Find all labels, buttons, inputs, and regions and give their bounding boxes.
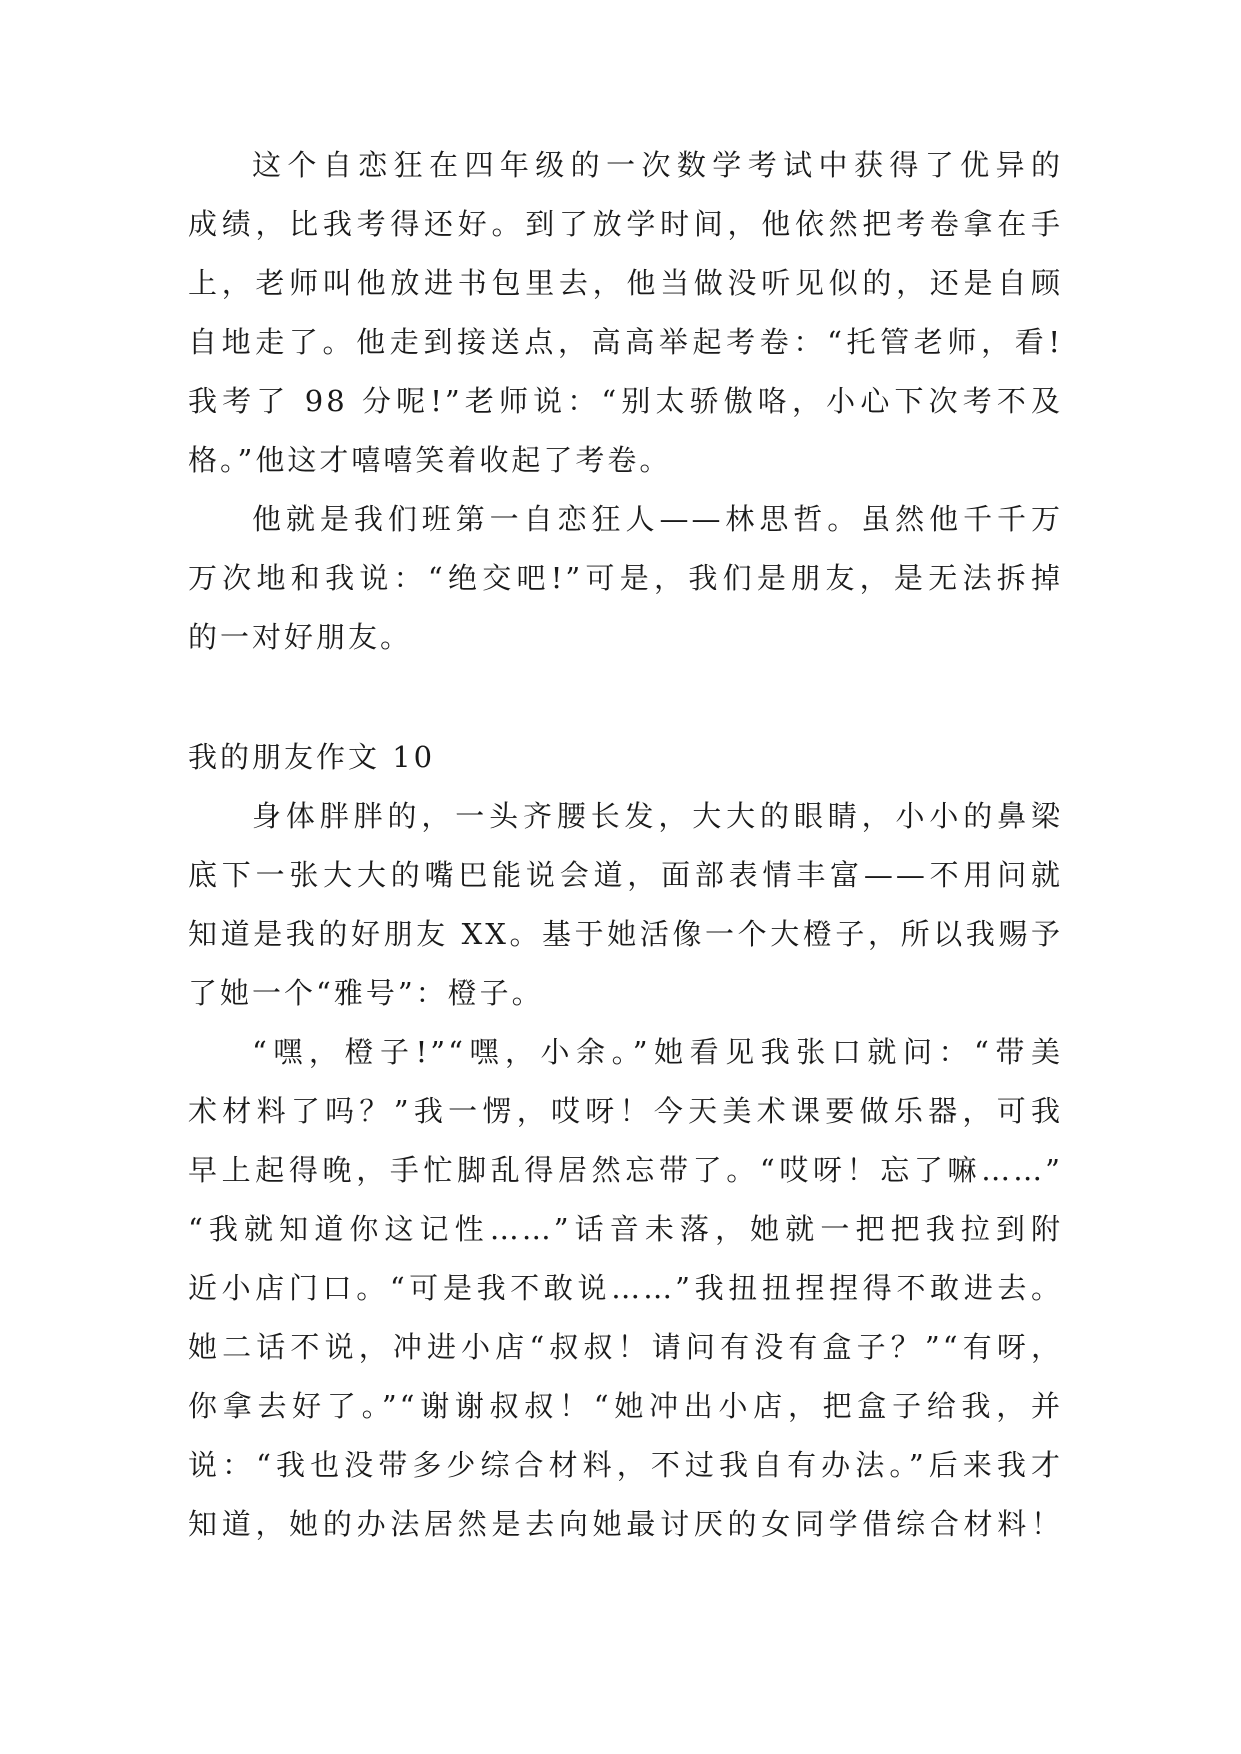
text-line: 你拿去好了。”“谢谢叔叔！“她冲出小店，把盒子给我，并	[188, 1389, 1063, 1423]
text-line: “我就知道你这记性……”话音未落，她就一把把我拉到附	[188, 1212, 1063, 1246]
text-line: 自地走了。他走到接送点，高高举起考卷：“托管老师，看!	[188, 325, 1063, 359]
text-line: 上，老师叫他放进书包里去，他当做没听见似的，还是自顾	[188, 266, 1063, 300]
text-line: 知道，她的办法居然是去向她最讨厌的女同学借综合材料！	[188, 1507, 1063, 1541]
text-line: 她二话不说，冲进小店“叔叔！请问有没有盒子？”“有呀，	[188, 1330, 1063, 1364]
text-line: 成绩，比我考得还好。到了放学时间，他依然把考卷拿在手	[188, 207, 1063, 241]
text-line: 的一对好朋友。	[188, 620, 413, 654]
text-line: 早上起得晚，手忙脚乱得居然忘带了。“哎呀！忘了嘛……”	[188, 1153, 1063, 1187]
text-line: 近小店门口。“可是我不敢说……”我扭扭捏捏得不敢进去。	[188, 1271, 1063, 1305]
text-line: 术材料了吗？”我一愣，哎呀！今天美术课要做乐器，可我	[188, 1094, 1063, 1128]
paragraph	[188, 490, 1063, 667]
section-heading-block	[188, 728, 1063, 787]
paragraph	[188, 136, 1063, 490]
text-line: 身体胖胖的，一头齐腰长发，大大的眼睛，小小的鼻梁	[252, 799, 1063, 833]
text-line: 我考了 98 分呢!”老师说：“别太骄傲咯，小心下次考不及	[188, 384, 1063, 418]
text-line: 格。”他这才嘻嘻笑着收起了考卷。	[188, 443, 672, 477]
text-line: 底下一张大大的嘴巴能说会道，面部表情丰富——不用问就	[188, 858, 1063, 892]
text-line: 他就是我们班第一自恋狂人——林思哲。虽然他千千万	[252, 502, 1063, 536]
section-title: 我的朋友作文 10	[188, 740, 436, 774]
text-line: 知道是我的好朋友 XX。基于她活像一个大橙子，所以我赐予	[188, 917, 1063, 951]
paragraph	[188, 787, 1063, 1023]
text-line: 说：“我也没带多少综合材料，不过我自有办法。”后来我才	[188, 1448, 1063, 1482]
body-text-bottom	[188, 787, 1063, 1554]
paragraph	[188, 1023, 1063, 1554]
text-line: 了她一个“雅号”：橙子。	[188, 976, 544, 1010]
body-text-top	[188, 136, 1063, 667]
text-line: 这个自恋狂在四年级的一次数学考试中获得了优异的	[252, 148, 1063, 182]
text-line: 万次地和我说：“绝交吧!”可是，我们是朋友，是无法拆掉	[188, 561, 1063, 595]
text-line: “嘿，橙子!”“嘿，小余。”她看见我张口就问：“带美	[252, 1035, 1063, 1069]
